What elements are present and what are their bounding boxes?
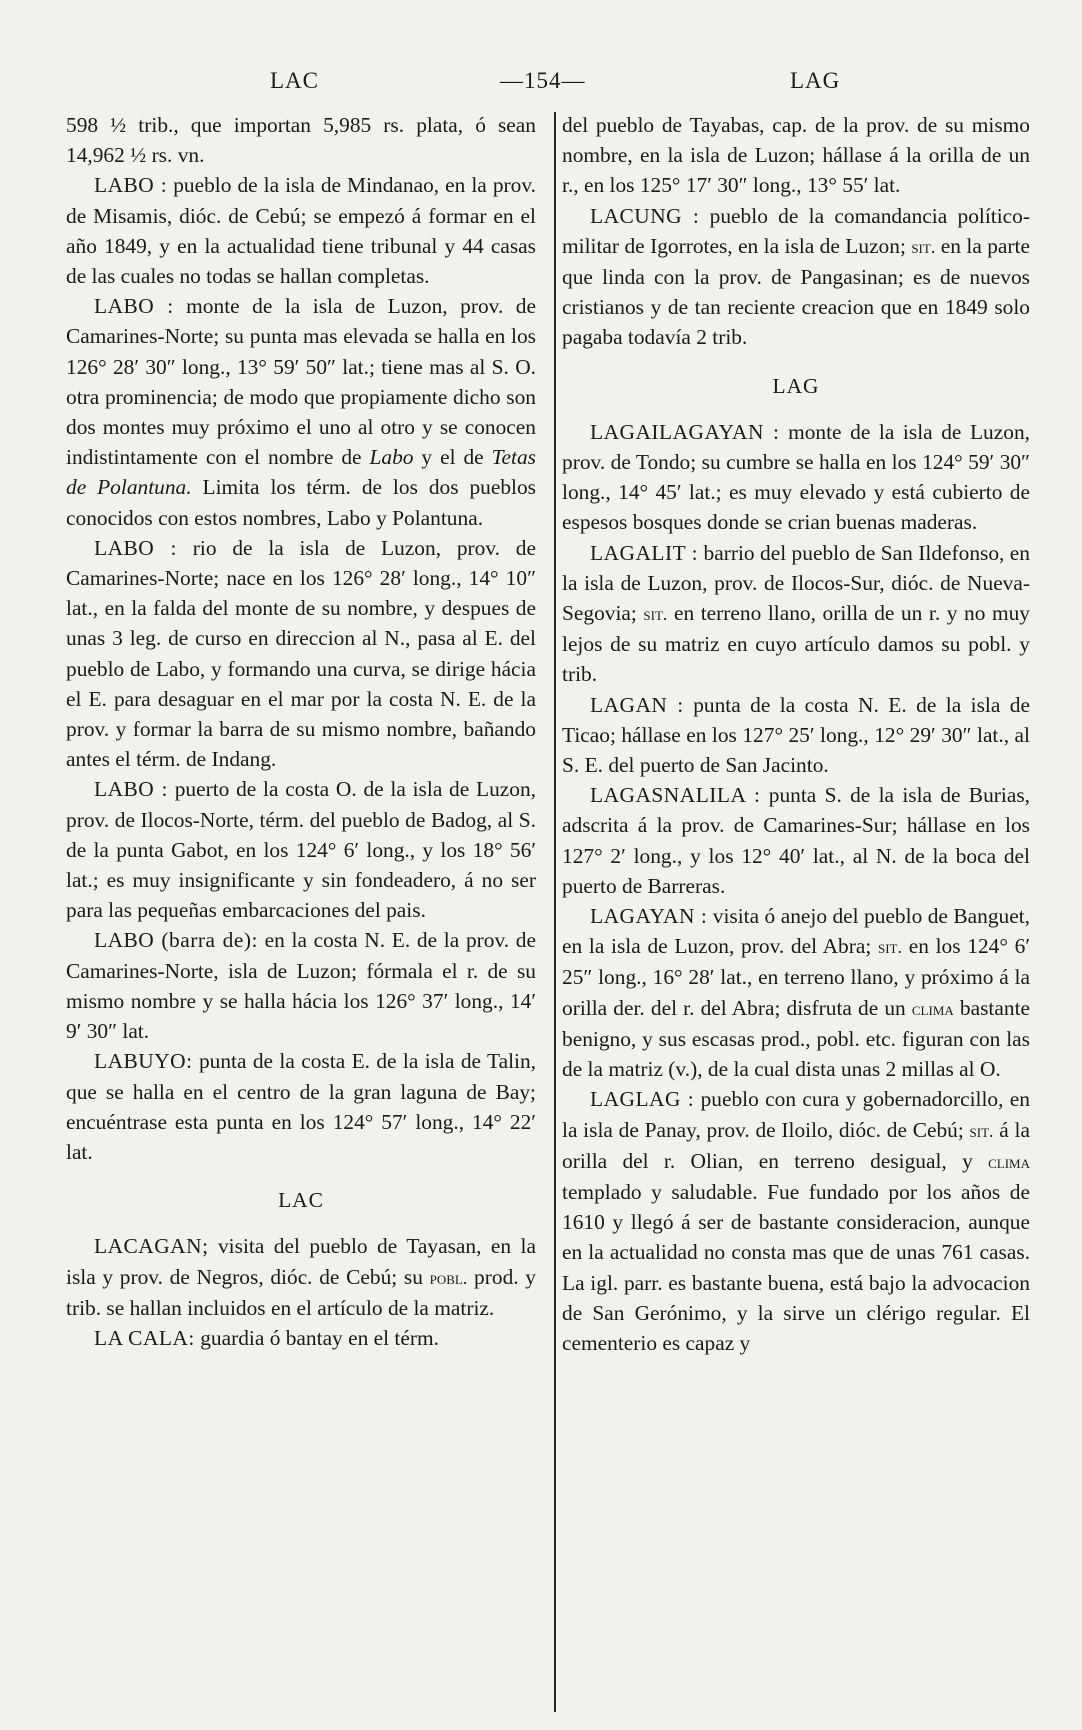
entry-lacung: LACUNG : pueblo de la comandancia político-militar de Igorrotes, en la isla de Luzon; sit. en la parte que linda con la prov. de Pangasinan; es de nuevos cristianos y de tan reciente creacion que en 1849 solo pagaba todavía 2 trib. (562, 203, 1030, 350)
left-column (66, 110, 536, 1353)
entry-term: LABO : (94, 777, 168, 802)
entry-term: LAGASNALILA : (590, 783, 761, 808)
page-number: —154— (500, 68, 586, 93)
entry-labo-barra: LABO (barra de): en la costa N. E. de la prov. de Camarines-Norte, isla de Luzon; fórmala el r. de su mismo nombre y se halla hácia los 126° 37′ long., 14′ 9′ 30″ lat. (66, 928, 536, 1044)
entry-term: LAGLAG : (590, 1087, 695, 1112)
entry-labo-monte: LABO : monte de la isla de Luzon, prov. de Camarines-Norte; su punta mas elevada se halla en los 126° 28′ 30″ long., 13° 59′ 50″ lat.; tiene mas al S. O. otra prominencia; de modo que propiamente dicho son dos montes muy próximo el uno al otro y se conocen indistintamente con el nombre de Labo y el de Tetas de Polantuna. Limita los térm. de los dos pueblos conocidos con estos nombres, Labo y Polantuna. (66, 294, 536, 530)
section-heading-lag: LAG (772, 373, 820, 398)
entry-continuation: del pueblo de Tayabas, cap. de la prov. de su mismo nombre, en la isla de Luzon; hállase á la orilla de un r., en los 125° 17′ 30″ long., 13° 55′ lat. (562, 113, 1030, 198)
entry-term: LAGAYAN : (590, 904, 708, 929)
header-left-keyword: LAC (270, 68, 319, 93)
entry-term: LAGAILAGAYAN : (590, 419, 780, 444)
entry-term: LA CALA: (94, 1325, 195, 1350)
section-heading-lac: LAC (278, 1188, 324, 1213)
entry-labo-puerto: LABO : puerto de la costa O. de la isla de Luzon, prov. de Ilocos-Norte, térm. del pueblo de Badog, al S. de la punta Gabot, en los 124° 6′ long., y los 18° 56′ lat.; es muy insignificante y sin fondeadero, á no ser para las pequeñas embarcaciones del pais. (66, 777, 536, 923)
header-right-keyword: LAG (790, 68, 841, 93)
entry-labo-pueblo: LABO : pueblo de la isla de Mindanao, en la prov. de Misamis, dióc. de Cebú; se empezó á formar en el año 1849, y en la actualidad tiene tribunal y 44 casas de las cuales no todas se hallan completas. (66, 173, 536, 289)
entry-term: LABO : (94, 535, 177, 560)
entry-term: LAGALIT : (590, 540, 699, 565)
entry-la-cala: LA CALA: guardia ó bantay en el térm. (94, 1325, 439, 1350)
entry-labuyo: LABUYO: punta de la costa E. de la isla de Talin, que se halla en el centro de la gran laguna de Bay; encuéntrase esta punta en los 124° 57′ long., 14° 22′ lat. (66, 1049, 536, 1164)
entry-term: LAGAN : (590, 692, 684, 717)
entry-lagan: LAGAN : punta de la costa N. E. de la isla de Ticao; hállase en los 127° 25′ long., 12° 29′ 30″ lat., al S. E. del puerto de San Jacinto. (562, 692, 1030, 778)
entry-term: LABO (barra de): (94, 928, 258, 953)
column-divider (554, 112, 556, 1712)
entry-laglag: LAGLAG : pueblo con cura y gobernadorcillo, en la isla de Panay, prov. de Iloilo, dióc. de Cebú; sit. á la orilla del r. Olian, en terreno desigual, y clima templado y saludable. Fue fundado por los años de 1610 y llegó á ser de bastante consideracion, aunque en la actualidad no consta mas que de unas 761 casas. La igl. parr. es bastante buena, está bajo la advocacion de San Gerónimo, y la sirve un clérigo regular. El cementerio es capaz y (562, 1087, 1030, 1355)
entry-term: LACUNG : (590, 203, 700, 228)
entry-labo-rio: LABO : rio de la isla de Luzon, prov. de Camarines-Norte; nace en los 126° 28′ long., 14° 10″ lat., en la falda del monte de su nombre, y despues de unas 3 leg. de curso en direccion al N., pasa al E. del pueblo de Labo, y formando una curva, se dirige hácia el E. para desaguar en el mar por la costa N. E. de la prov. y formar la barra de su mismo nombre, bañando antes el térm. de Indang. (66, 535, 536, 772)
right-column (562, 110, 1030, 1358)
entry-lacagan: LACAGAN; visita del pueblo de Tayasan, en la isla y prov. de Negros, dióc. de Cebú; su pobl. prod. y trib. se hallan incluidos en el artículo de la matriz. (66, 1234, 537, 1320)
entry-lagailagayan: LAGAILAGAYAN : monte de la isla de Luzon, prov. de Tondo; su cumbre se halla en los 124° 59′ 30″ long., 14° 45′ lat.; es muy elevado y está cubierto de espesos bosques donde se crian buenas maderas. (562, 419, 1030, 535)
entry-term: LABO : (94, 294, 174, 319)
entry-term: LABO : (94, 173, 168, 198)
entry-term: LABUYO: (94, 1049, 193, 1074)
entry-lagalit: LAGALIT : barrio del pueblo de San Ildefonso, en la isla de Luzon, prov. de Ilocos-Sur, dióc. de Nueva-Segovia; sit. en terreno llano, orilla de un r. y no muy lejos de su matriz en cuyo artículo damos su pobl. y trib. (562, 540, 1030, 687)
entry-continuation: 598 ½ trib., que importan 5,985 rs. plata, ó sean 14,962 ½ rs. vn. (66, 113, 536, 168)
entry-lagayan: LAGAYAN : visita ó anejo del pueblo de Banguet, en la isla de Luzon, prov. del Abra; sit. en los 124° 6′ 25″ long., 16° 28′ lat., en terreno llano, y próximo á la orilla der. del r. del Abra; disfruta de un clima bastante benigno, y sus escasas prod., pobl. etc. figuran con las de la matriz (v.), de la cual dista unas 2 millas al O. (562, 904, 1031, 1082)
entry-lagasnalila: LAGASNALILA : punta S. de la isla de Burias, adscrita á la prov. de Camarines-Sur; hállase en los 127° 2′ long., y los 12° 40′ lat., al N. de la boca del puerto de Barreras. (562, 783, 1031, 898)
entry-term: LACAGAN; (94, 1234, 209, 1259)
